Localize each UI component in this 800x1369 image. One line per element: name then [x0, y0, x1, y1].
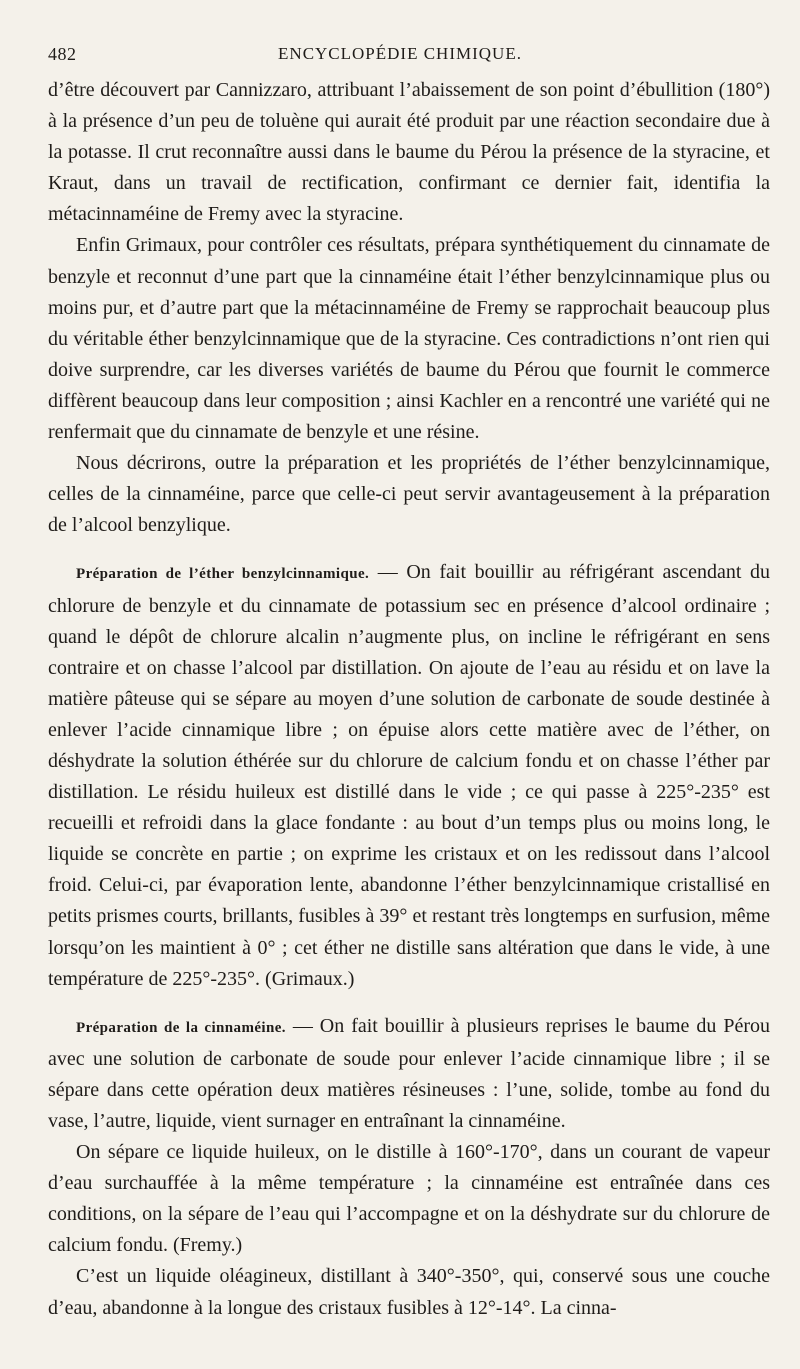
paragraph [48, 230, 770, 448]
page-number: 482 [48, 44, 77, 64]
paragraph-text: d’être découvert par Cannizzaro, attribuant l’abaissement de son point d’ébullition (180°) à la présence d’un peu de toluène qui aurait été produit par une réaction secondaire due à la potasse. Il crut reconnaître aussi dans le baume du Pérou la présence de la styracine, et Kraut, dans un travail de rectification, confirmant ce dernier fait, identifia la métacinnaméine de Fremy avec la styracine. [48, 79, 770, 226]
page-body [48, 75, 770, 1324]
paragraph-text: On sépare ce liquide huileux, on le distille à 160°-170°, dans un courant de vapeur d’eau surchauffée à la même température ; la cinnaméine est entraînée dans ces conditions, on la sépare de l’eau qui l’accompagne et on la déshydrate sur du chlorure de calcium fondu. (Fremy.) [48, 1141, 770, 1257]
paragraph [48, 75, 770, 230]
paragraph-text: — On fait bouillir à plusieurs reprises le baume du Pérou avec une solution de carbonate de soude pour enlever l’acide cinnamique libre ; il se sépare dans cette opération deux matières résineuses : l’une, solide, tombe au fond du vase, l’autre, liquide, vient surnager en entraînant la cinnaméine. [48, 1014, 770, 1132]
paragraph-text: C’est un liquide oléagineux, distillant à 340°-350°, qui, conservé sous une couche d’eau, abandonne à la longue des cristaux fusibles à 12°-14°. La cinna- [48, 1265, 770, 1319]
section-paragraph [48, 557, 770, 994]
paragraph [48, 1261, 770, 1323]
paragraph-text: — On fait bouillir au réfrigérant ascendant du chlorure de benzyle et du cinnamate de potassium sec en présence d’alcool ordinaire ; quand le dépôt de chlorure alcalin n’augmente plus, on incline le réfrigérant en sens contraire et on chasse l’alcool par distillation. On ajoute de l’eau au résidu et on lave la matière pâteuse qui se sépare au moyen d’une solution de carbonate de soude destinée à enlever l’acide cinnamique libre ; on épuise alors cette matière avec de l’éther, on déshydrate la solution éthérée sur du chlorure de calcium fondu et on chasse l’éther par distillation. Le résidu huileux est distillé dans le vide ; ce qui passe à 225°-235° est recueilli et refroidi dans la glace fondante : au bout d’un temps plus ou moins long, le liquide se concrète en partie ; on exprime les cristaux et on les redissout dans l’alcool froid. Celui-ci, par évaporation lente, abandonne l’éther benzylcinnamique cristallisé en petits prismes courts, brillants, fusibles à 39° et restant très longtemps en surfusion, même lorsqu’on les maintient à 0° ; cet éther ne distille sans altération que dans le vide, à une température de 225°-235°. (Grimaux.) [48, 561, 770, 990]
section-heading: Préparation de l’éther benzylcinnamique. [76, 566, 370, 583]
section-paragraph [48, 1011, 770, 1137]
section-heading: Préparation de la cinnaméine. [76, 1019, 286, 1036]
paragraph-text: Enfin Grimaux, pour contrôler ces résultats, prépara synthétiquement du cinnamate de benzyle et reconnut d’une part que la cinnaméine était l’éther benzylcinnamique plus ou moins pur, et d’autre part que la métacinnaméine de Fremy se rapprochait beaucoup plus du véritable éther benzylcinnamique que de la styracine. Ces contradictions n’ont rien qui doive surprendre, car les diverses variétés de baume du Pérou que fournit le commerce diffèrent beaucoup dans leur composition ; ainsi Kachler en a rencontré une variété qui ne renfermait que du cinnamate de benzyle et une résine. [48, 234, 770, 444]
page-header [48, 40, 752, 70]
paragraph [48, 1137, 770, 1261]
running-title: ENCYCLOPÉDIE CHIMIQUE. [278, 44, 522, 63]
paragraph-text: Nous décrirons, outre la préparation et les propriétés de l’éther benzylcinnamique, celles de la cinnaméine, parce que celle-ci peut servir avantageusement à la préparation de l’alcool benzylique. [48, 452, 770, 537]
paragraph [48, 448, 770, 541]
